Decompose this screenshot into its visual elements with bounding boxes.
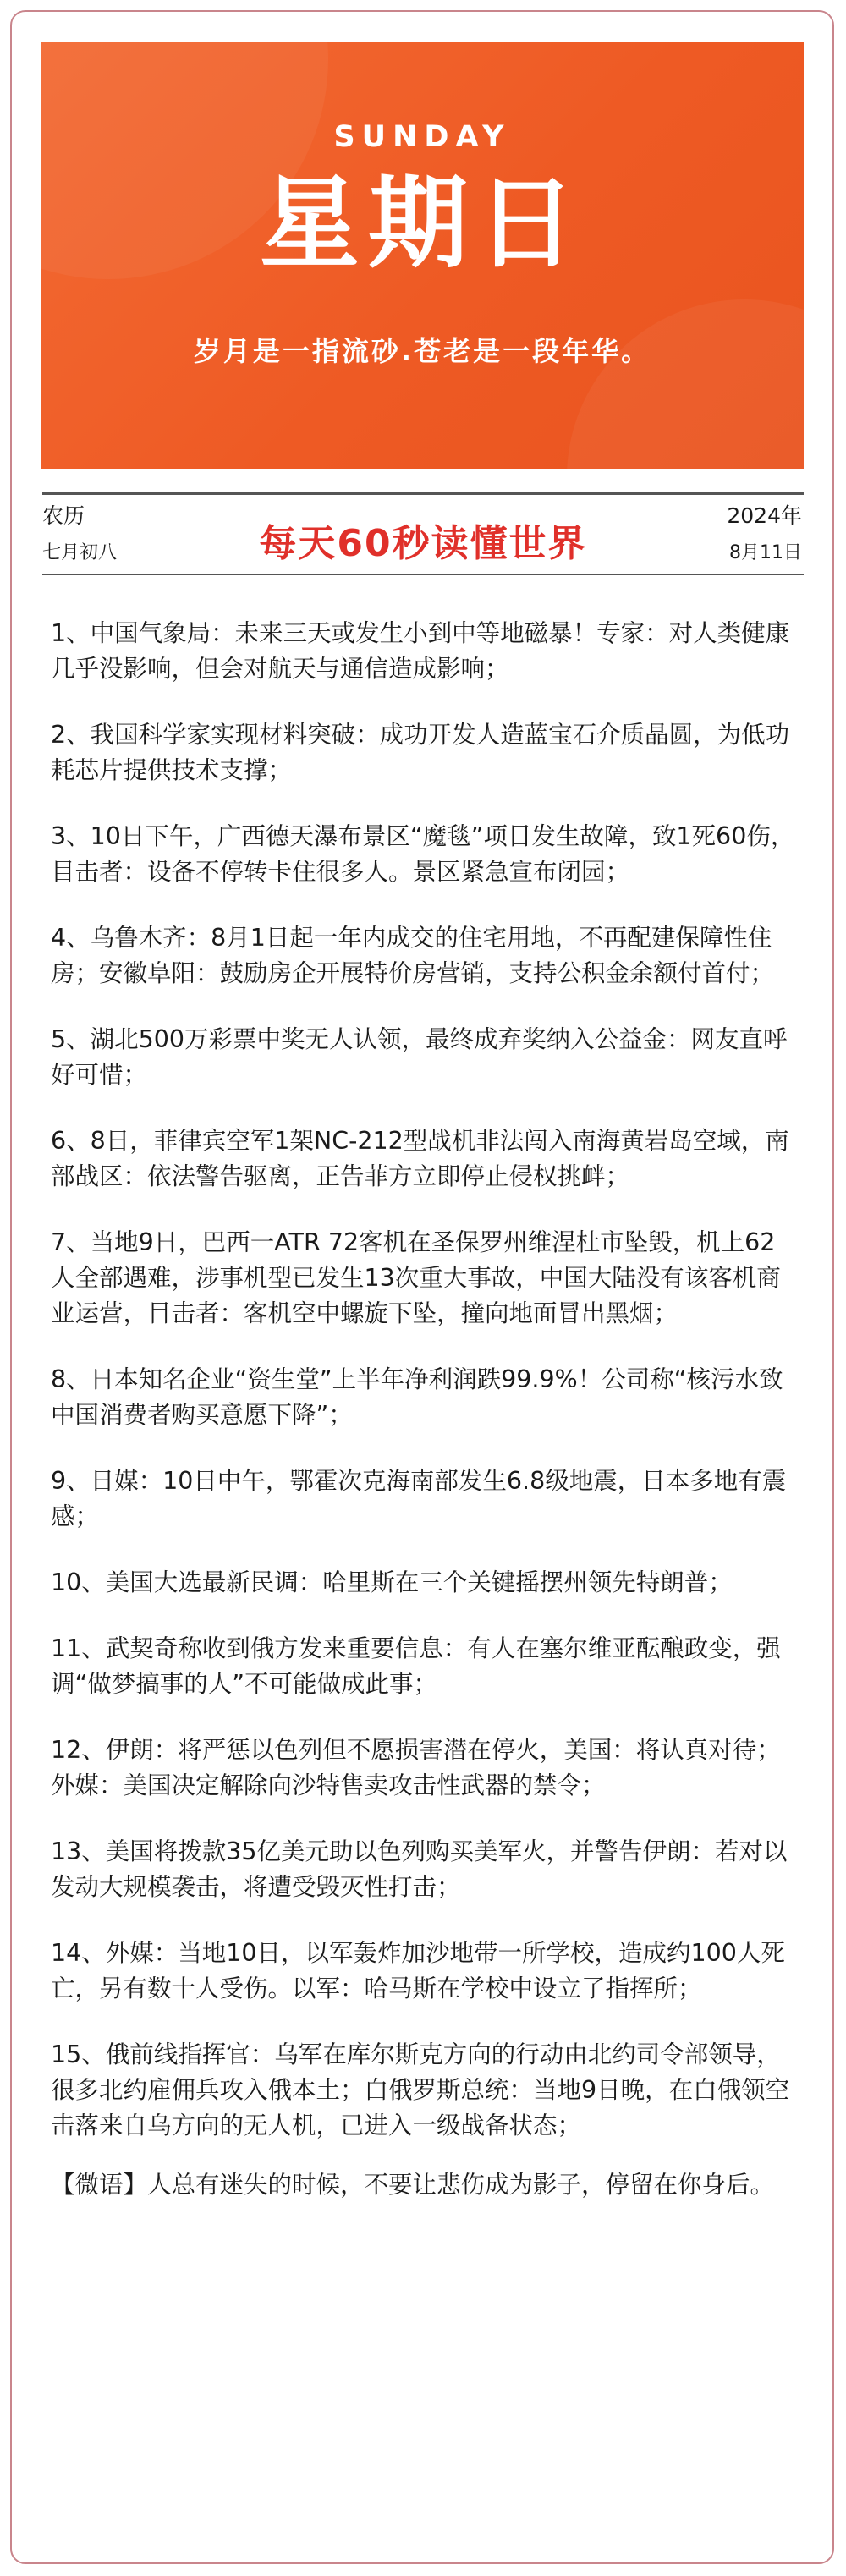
- divider-bottom: [42, 574, 804, 575]
- banner-motto: 岁月是一指流砂.苍老是一段年华。: [193, 335, 651, 367]
- news-item: 4、乌鲁木齐：8月1日起一年内成交的住宅用地，不再配建保障性住房；安徽阜阳：鼓励房企开展特价房营销，支持公积金余额付首付；: [51, 924, 775, 987]
- banner-decoration: [567, 299, 804, 469]
- lunar-date: 七月初八: [42, 542, 118, 563]
- news-item: 1、中国气象局：未来三天或发生小到中等地磁暴！专家：对人类健康几乎没影响，但会对航天与通信造成影响；: [51, 619, 790, 683]
- weekday-banner: [41, 42, 804, 469]
- news-item: 14、外媒：当地10日，以军轰炸加沙地带一所学校，造成约100人死亡，另有数十人受伤。以军：哈马斯在学校中设立了指挥所；: [51, 1939, 785, 2002]
- news-item: 5、湖北500万彩票中奖无人认领，最终成弃奖纳入公益金：网友直呼好可惜；: [51, 1025, 788, 1089]
- news-item: 9、日媒：10日中午，鄂霍次克海南部发生6.8级地震，日本多地有震感；: [51, 1467, 787, 1530]
- divider-top: [42, 492, 804, 495]
- news-item: 11、武契奇称收到俄方发来重要信息：有人在塞尔维亚酝酿政变，强调“做梦搞事的人”不可能做成此事；: [51, 1634, 781, 1698]
- news-item: 13、美国将拨款35亿美元助以色列购买美军火，并警告伊朗：若对以发动大规模袭击，将遭受毁灭性打击；: [51, 1837, 788, 1901]
- weekday-chinese: 星期日: [259, 165, 585, 282]
- date-label: 8月11日: [729, 542, 802, 563]
- news-item: 10、美国大选最新民调：哈里斯在三个关键摇摆州领先特朗普；: [51, 1568, 733, 1596]
- news-item: 12、伊朗：将严惩以色列但不愿损害潜在停火，美国：将认真对待；外媒：美国决定解除向沙特售卖攻击性武器的禁令；: [51, 1736, 781, 1799]
- news-item: 2、我国科学家实现材料突破：成功开发人造蓝宝石介质晶圆，为低功耗芯片提供技术支撑；: [51, 721, 790, 784]
- news-item: 6、8日，菲律宾空军1架NC-212型战机非法闯入南海黄岩岛空域，南部战区：依法警告驱离，正告菲方立即停止侵权挑衅；: [51, 1127, 789, 1190]
- weekday-english: SUNDAY: [333, 120, 511, 154]
- news-item: 3、10日下午，广西德天瀑布景区“魔毯”项目发生故障，致1死60伤，目击者：设备不停转卡住很多人。景区紧急宣布闭园；: [51, 822, 795, 886]
- news-list: [51, 616, 795, 2233]
- page-title: 每天60秒读懂世界: [259, 522, 587, 565]
- news-item: 15、俄前线指挥官：乌军在库尔斯克方向的行动由北约司令部领导，很多北约雇佣兵攻入俄本土；白俄罗斯总统：当地9日晚，在白俄领空击落来自乌方向的无人机，已进入一级战备状态；: [51, 2040, 790, 2139]
- news-item: 7、当地9日，巴西一ATR 72客机在圣保罗州维涅杜市坠毁，机上62人全部遇难，涉事机型已发生13次重大事故，中国大陆没有该客机商业运营，目击者：客机空中螺旋下坠，撞向地面冒出黑烟；: [51, 1228, 781, 1327]
- year-label: 2024年: [727, 503, 802, 528]
- news-item: 8、日本知名企业“资生堂”上半年净利润跌99.9%！公司称“核污水致中国消费者购买意愿下降”；: [51, 1365, 783, 1429]
- closing-quote: 【微语】人总有迷失的时候，不要让悲伤成为影子，停留在你身后。: [51, 2171, 775, 2199]
- lunar-label: 农历: [42, 503, 85, 528]
